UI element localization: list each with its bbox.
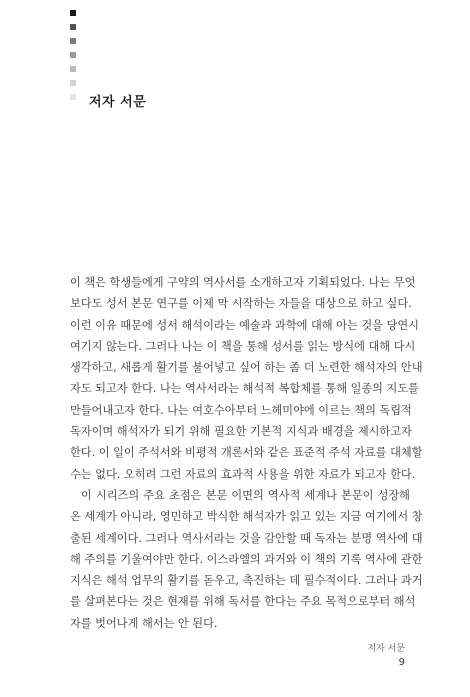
text-line: 온 세계가 아니라, 영민하고 박식한 해석자가 읽고 있는 지금 여기에서 창 (70, 510, 423, 524)
decorative-square (70, 66, 76, 72)
text-line: 를 살펴본다는 것은 현재를 위해 독서를 한다는 주요 목적으로부터 해석 (70, 595, 416, 609)
running-head: 저자 서문 (367, 644, 405, 654)
text-line: 독자이며 해석자가 되기 위해 필요한 기본적 지식과 배경을 제시하고자 (70, 425, 412, 439)
text-line: 해 주의를 기울여야만 한다. 이스라엘의 과거와 이 책의 기록 역사에 관한 (70, 552, 423, 566)
page-number: 9 (398, 657, 405, 668)
decorative-square (70, 94, 76, 100)
text-line: 여기지 않는다. 그러나 나는 이 책을 통해 성서를 읽는 방식에 대해 다시 (70, 339, 416, 353)
text-line: 이 책은 학생들에게 구약의 역사서를 소개하고자 기획되었다. 나는 무엇 (70, 276, 416, 289)
decorative-square (70, 10, 76, 16)
text-line: 수는 없다. 오히려 그런 자료의 효과적 사용을 위한 자료가 되고자 한다. (70, 467, 416, 481)
decorative-square (70, 24, 76, 30)
decorative-square-column (70, 10, 78, 108)
text-line: 보다도 성서 본문 연구를 이제 막 시작하는 자들을 대상으로 하고 싶다. (70, 297, 412, 311)
chapter-heading: 저자 서문 (89, 95, 147, 110)
text-line: 이 시리즈의 주요 초점은 본문 이면의 역사적 세계나 본문이 성장해 (81, 488, 410, 502)
body-text (70, 272, 423, 634)
text-line: 만들어내고자 한다. 나는 여호수아부터 느헤미야에 이르는 책의 독립적 (70, 403, 412, 417)
text-line: 자도 되고자 한다. 나는 역사서라는 해석적 복합체를 통해 일종의 지도를 (70, 382, 419, 396)
text-line: 지식은 해석 업무의 활기를 돋우고, 촉진하는 데 필수적이다. 그러나 과거 (70, 574, 423, 588)
text-line: 이런 이유 때문에 성서 해석이라는 예술과 과학에 대해 아는 것을 당연시 (70, 318, 419, 332)
text-line: 자를 벗어나게 해서는 안 된다. (70, 616, 218, 630)
decorative-square (70, 52, 76, 58)
text-line: 한다. 이 일이 주석서와 비평적 개론서와 같은 표준적 주석 자료를 대체할 (70, 446, 423, 460)
decorative-square (70, 38, 76, 44)
text-line: 출된 세계이다. 그러나 역사서라는 것을 감안할 때 독자는 분명 역사에 대 (70, 531, 423, 545)
text-line: 생각하고, 새롭게 활기를 불어넣고 싶어 하는 좀 더 노련한 해석자의 안내 (70, 361, 423, 375)
decorative-square (70, 80, 76, 86)
